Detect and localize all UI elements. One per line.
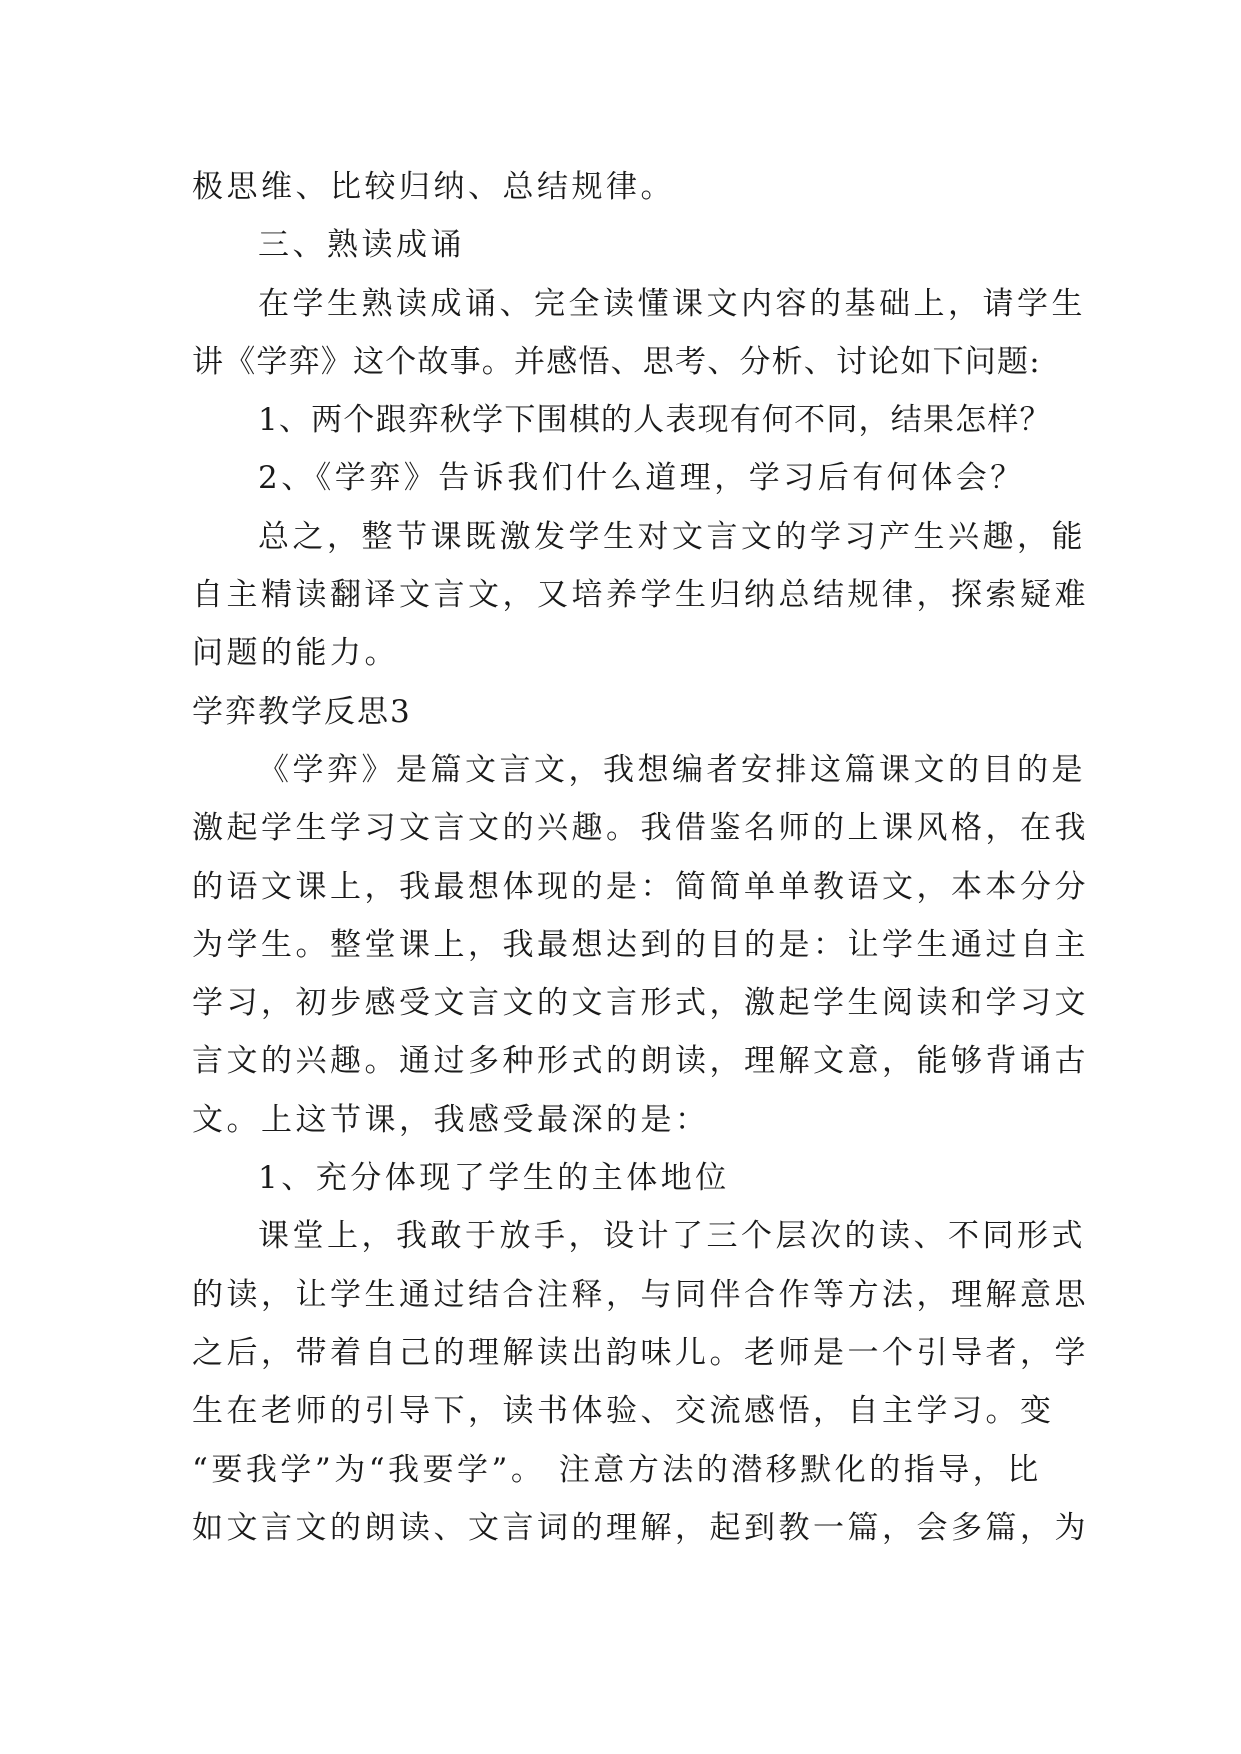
text-line: 为学生。整堂课上，我最想达到的目的是：让学生通过自主: [192, 926, 1089, 963]
list-item: 2、《学弈》告诉我们什么道理，学习后有何体会？: [258, 460, 1025, 497]
text-line: “要我学”为“我要学”。 注意方法的潜移默化的指导，比: [192, 1451, 1042, 1488]
section-heading: 学弈教学反思3: [192, 693, 412, 730]
text-line: 在学生熟读成诵、完全读懂课文内容的基础上，请学生: [258, 285, 1086, 322]
text-line: 激起学生学习文言文的兴趣。我借鉴名师的上课风格，在我: [192, 810, 1089, 847]
text-line: 之后，带着自己的理解读出韵味儿。老师是一个引导者，学: [192, 1334, 1089, 1371]
document-body: [192, 158, 1089, 1557]
subsection-heading: 三、熟读成诵: [258, 227, 465, 264]
text-line: 文。上这节课，我感受最深的是：: [192, 1101, 710, 1138]
text-line: 自主精读翻译文言文，又培养学生归纳总结规律，探索疑难: [192, 577, 1089, 614]
text-line: 课堂上，我敢于放手，设计了三个层次的读、不同形式: [258, 1218, 1086, 1255]
text-line: 总之，整节课既激发学生对文言文的学习产生兴趣，能: [258, 518, 1086, 555]
text-line: 讲《学弈》这个故事。并感悟、思考、分析、讨论如下问题:: [192, 343, 1041, 380]
list-item: 1、两个跟弈秋学下围棋的人表现有何不同，结果怎样？: [258, 402, 1052, 439]
text-line: 极思维、比较归纳、总结规律。: [192, 169, 675, 205]
text-line: 问题的能力。: [192, 635, 399, 672]
text-line: 学习，初步感受文言文的文言形式，激起学生阅读和学习文: [192, 985, 1089, 1022]
text-line: 生在老师的引导下，读书体验、交流感悟，自主学习。变: [192, 1393, 1055, 1430]
text-line: 的语文课上，我最想体现的是：简简单单教语文，本本分分: [192, 868, 1089, 905]
text-line: 的读，让学生通过结合注释，与同伴合作等方法，理解意思: [192, 1276, 1089, 1313]
list-item: 1、充分体现了学生的主体地位: [258, 1160, 730, 1197]
text-line: 言文的兴趣。通过多种形式的朗读，理解文意，能够背诵古: [192, 1043, 1089, 1080]
text-line: 如文言文的朗读、文言词的理解，起到教一篇，会多篇，为: [192, 1509, 1089, 1546]
text-line: 《学弈》是篇文言文，我想编者安排这篇课文的目的是: [258, 751, 1086, 788]
